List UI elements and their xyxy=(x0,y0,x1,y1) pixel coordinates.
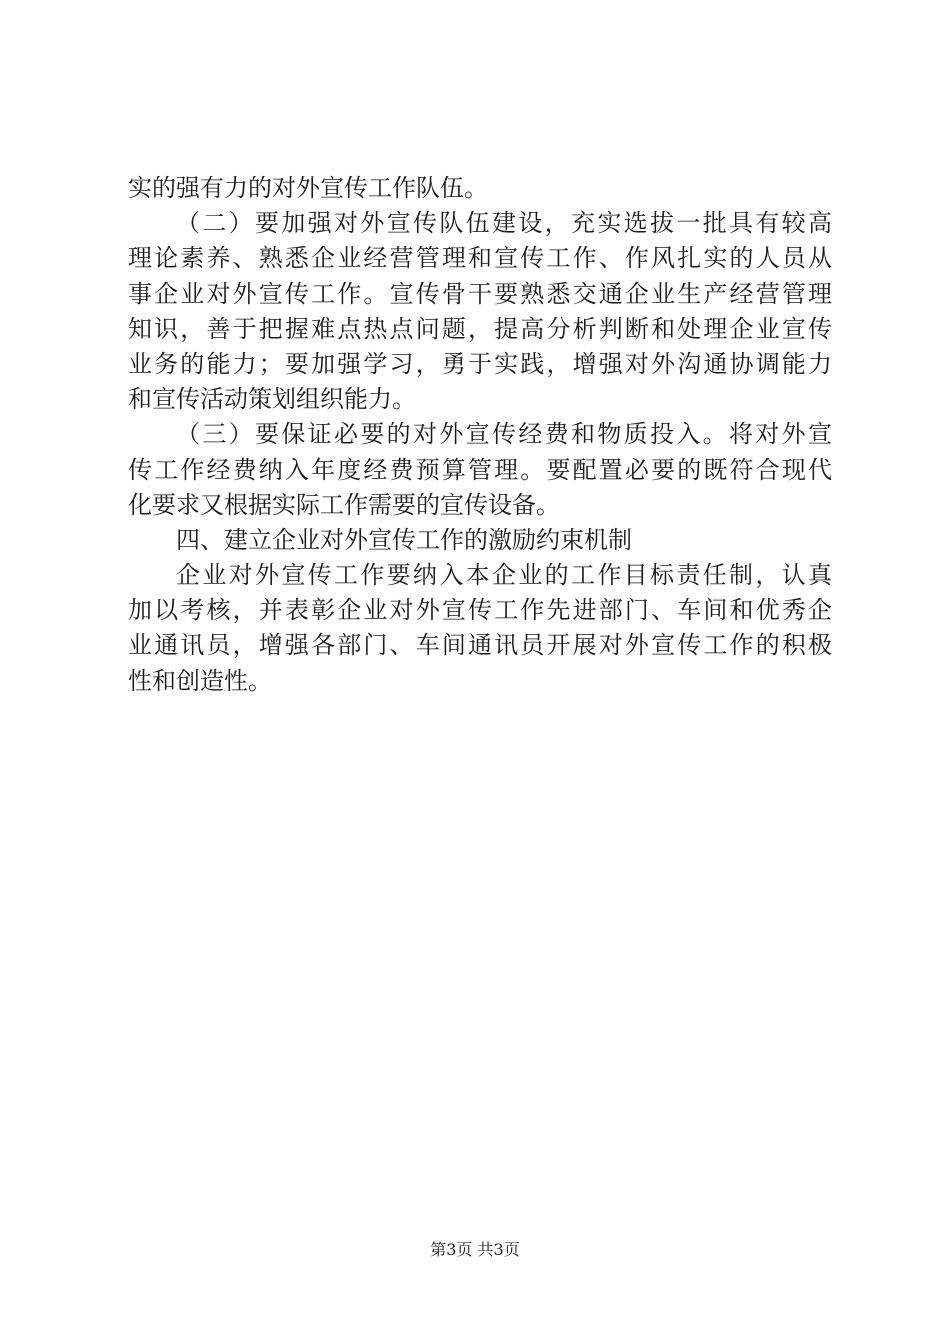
text-line: （三）要保证必要的对外宣传经费和物质投入。将对外宣 xyxy=(176,420,832,449)
text-line: 和宣传活动策划组织能力。 xyxy=(128,385,416,414)
page-footer xyxy=(0,1240,950,1260)
text-line: 性和创造性。 xyxy=(128,666,272,695)
text-line: 化要求又根据实际工作需要的宣传设备。 xyxy=(128,490,560,519)
text-line: 传工作经费纳入年度经费预算管理。要配置必要的既符合现代 xyxy=(128,455,832,484)
text-line: 加以考核，并表彰企业对外宣传工作先进部门、车间和优秀企 xyxy=(128,596,832,625)
text-line: 理论素养、熟悉企业经营管理和宣传工作、作风扎实的人员从 xyxy=(128,244,832,273)
text-line: 业务的能力；要加强学习，勇于实践，增强对外沟通协调能力 xyxy=(128,349,832,378)
section-heading: 四、建立企业对外宣传工作的激励约束机制 xyxy=(176,525,632,554)
page-number: 第3页 共3页 xyxy=(430,1240,520,1259)
text-line: 知识，善于把握难点热点问题，提高分析判断和处理企业宣传 xyxy=(128,314,832,343)
text-line: 业通讯员，增强各部门、车间通讯员开展对外宣传工作的积极 xyxy=(128,631,832,660)
text-line: 事企业对外宣传工作。宣传骨干要熟悉交通企业生产经营管理 xyxy=(128,279,832,308)
text-line: 企业对外宣传工作要纳入本企业的工作目标责任制，认真 xyxy=(176,561,832,590)
text-line: 实的强有力的对外宣传工作队伍。 xyxy=(128,174,488,202)
document-body xyxy=(128,171,832,699)
text-line: （二）要加强对外宣传队伍建设，充实选拔一批具有较高 xyxy=(176,209,832,238)
